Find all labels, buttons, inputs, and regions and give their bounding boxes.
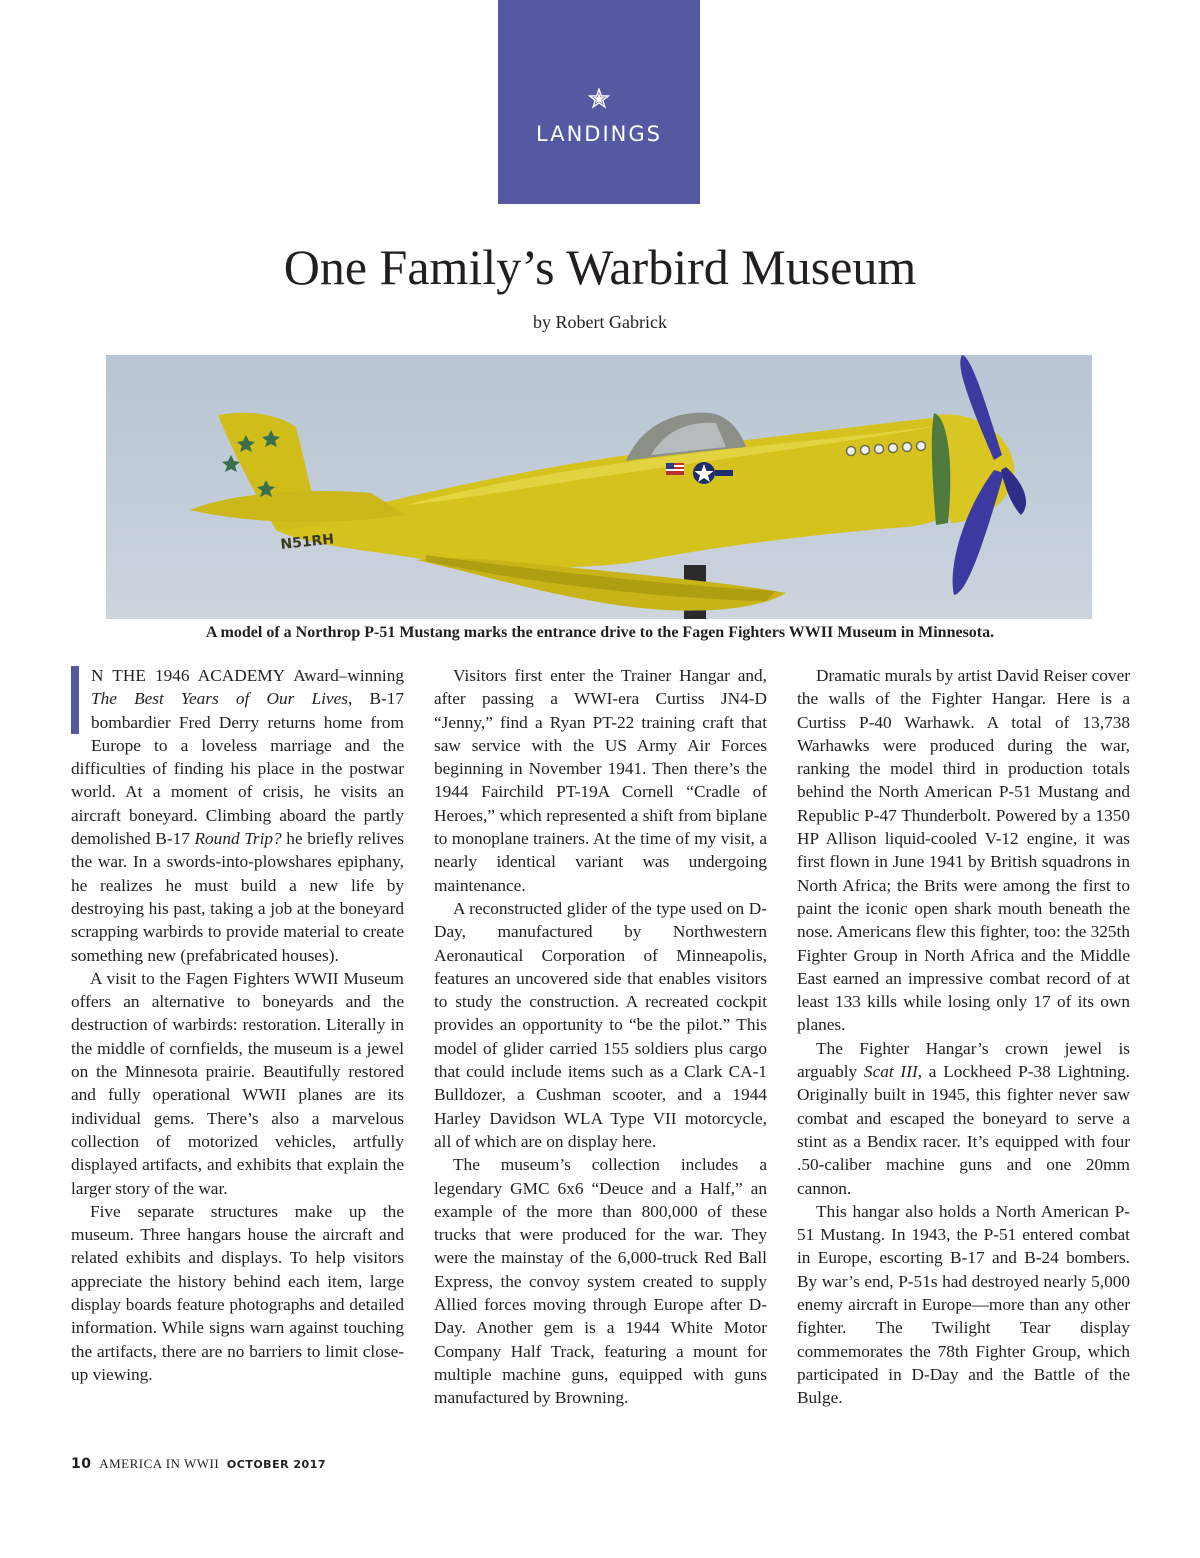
paragraph: Five separate structures make up the museum. Three hangars house the aircraft and related exhibits and displays. To help visitors appreciate the history behind each item, large display boards feature photographs and detailed information. While signs warn against touching the artifacts, there are no barriers to limit close-up viewing.: [71, 1201, 404, 1384]
publication-name: AMERICA IN WWII: [99, 1456, 220, 1471]
paragraph: Dramatic murals by artist David Reiser cover the walls of the Fighter Hangar. Here is a Curtiss P-40 Warhawk. A total of 13,738 Warhawks were produced during the war, ranking the model third in production totals behind the North American P-51 Mustang and Republic P-47 Thunderbolt. Powered by a 1350 HP Allison liquid-cooled V-12 engine, it was first flown in June 1941 by British squadrons in North Africa; the Brits were among the first to paint the iconic open shark mouth beneath the nose. Americans flew this fighter, too: the 325th Fighter Group in North Africa and the Middle East earned an impressive combat record of at least 133 kills while losing only 17 of its own planes.: [797, 666, 1130, 1035]
article-column-1: [71, 664, 404, 1464]
plane-name: Round Trip?: [194, 829, 282, 849]
paragraph: Visitors first enter the Trainer Hangar and, after passing a WWI-era Curtiss JN4-D “Jenny,” find a Ryan PT-22 training craft that saw service with the US Army Air Forces beginning in November 1941. Then there’s the 1944 Fairchild PT-19A Cornell “Cradle of Heroes,” which represented a shift from biplane to monoplane trainers. At the time of my visit, a nearly identical variant was undergoing maintenance.: [434, 666, 767, 895]
page-footer: [71, 1456, 326, 1472]
paragraph: A reconstructed glider of the type used on D-Day, manufactured by Northwestern Aeronautical Corporation of Minneapolis, features an uncovered side that enables visitors to study the construction. A recreated cockpit provides an opportunity to “be the pilot.” This model of glider carried 155 soldiers plus cargo that could include items such as a Clark CA-1 Bulldozer, a Cushman scooter, and a 1944 Harley Davidson WLA Type VII motorcycle, all of which are on display here.: [434, 898, 767, 1151]
plane-name: Scat III: [863, 1062, 918, 1082]
film-title: The Best Years of Our Lives: [91, 689, 348, 709]
star-icon: [498, 88, 700, 114]
byline: by Robert Gabrick: [533, 312, 667, 332]
paragraph: The Fighter Hangar’s crown jewel is arguably Scat III, a Lockheed P-38 Lightning. Originally built in 1945, this fighter never saw combat and escaped the boneyard to serve a stint as a Bendix racer. It’s equipped with four .50-caliber machine guns and one 20mm cannon.: [797, 1038, 1130, 1198]
paragraph: N THE 1946 ACADEMY Award–winning The Best Years of Our Lives, B-17 bombardier Fred Derry returns home from Europe to a loveless marriage and the difficulties of finding his place in the postwar world. At a moment of crisis, he visits an aircraft boneyard. Climbing aboard the partly demolished B-17 Round Trip? he briefly relives the war. In a swords-into-plowshares epiphany, he realizes he must build a new life by destroying his past, taking a job at the boneyard scrapping warbirds to provide material to create something new (prefabricated houses).: [71, 666, 405, 965]
section-label: LANDINGS: [536, 122, 662, 146]
page-number: 10: [71, 1456, 92, 1472]
tail-code: N51RH: [279, 531, 335, 553]
issue-date: OCTOBER 2017: [226, 1458, 326, 1471]
section-tab: [498, 0, 700, 204]
paragraph: The museum’s collection includes a legendary GMC 6x6 “Deuce and a Half,” an example of the more than 800,000 of these trucks that were produced for the war. They were the mainstay of the 6,000-truck Red Ball Express, the convoy system created to supply Allied forces moving through Europe after D-Day. Another gem is a 1944 White Motor Company Half Track, featuring a mount for multiple machine guns, equipped with guns manufactured by Browning.: [434, 1155, 767, 1408]
drop-cap-bar: [71, 666, 79, 734]
p51-mustang-photo: [106, 355, 1092, 619]
paragraph: This hangar also holds a North American P-51 Mustang. In 1943, the P-51 entered combat in Europe, escorting B-17 and B-24 bombers. By war’s end, P-51s had destroyed nearly 5,000 enemy aircraft in Europe—more than any other fighter. The Twilight Tear display commemorates the 78th Fighter Group, which participated in D-Day and the Battle of the Bulge.: [797, 1201, 1130, 1408]
article-column-3: [797, 664, 1130, 1464]
article-title: One Family’s Warbird Museum: [283, 239, 917, 295]
photo-caption: A model of a Northrop P-51 Mustang marks the entrance drive to the Fagen Fighters WWII Museum in Minnesota.: [205, 624, 995, 641]
article-column-2: [434, 664, 767, 1464]
paragraph: A visit to the Fagen Fighters WWII Museum offers an alternative to boneyards and the destruction of warbirds: restoration. Literally in the middle of cornfields, the museum is a jewel on the Minnesota prairie. Beautifully restored and fully operational WWII planes are its individual gems. There’s also a marvelous collection of motorized vehicles, artfully displayed artifacts, and exhibits that explain the larger story of the war.: [71, 968, 404, 1198]
